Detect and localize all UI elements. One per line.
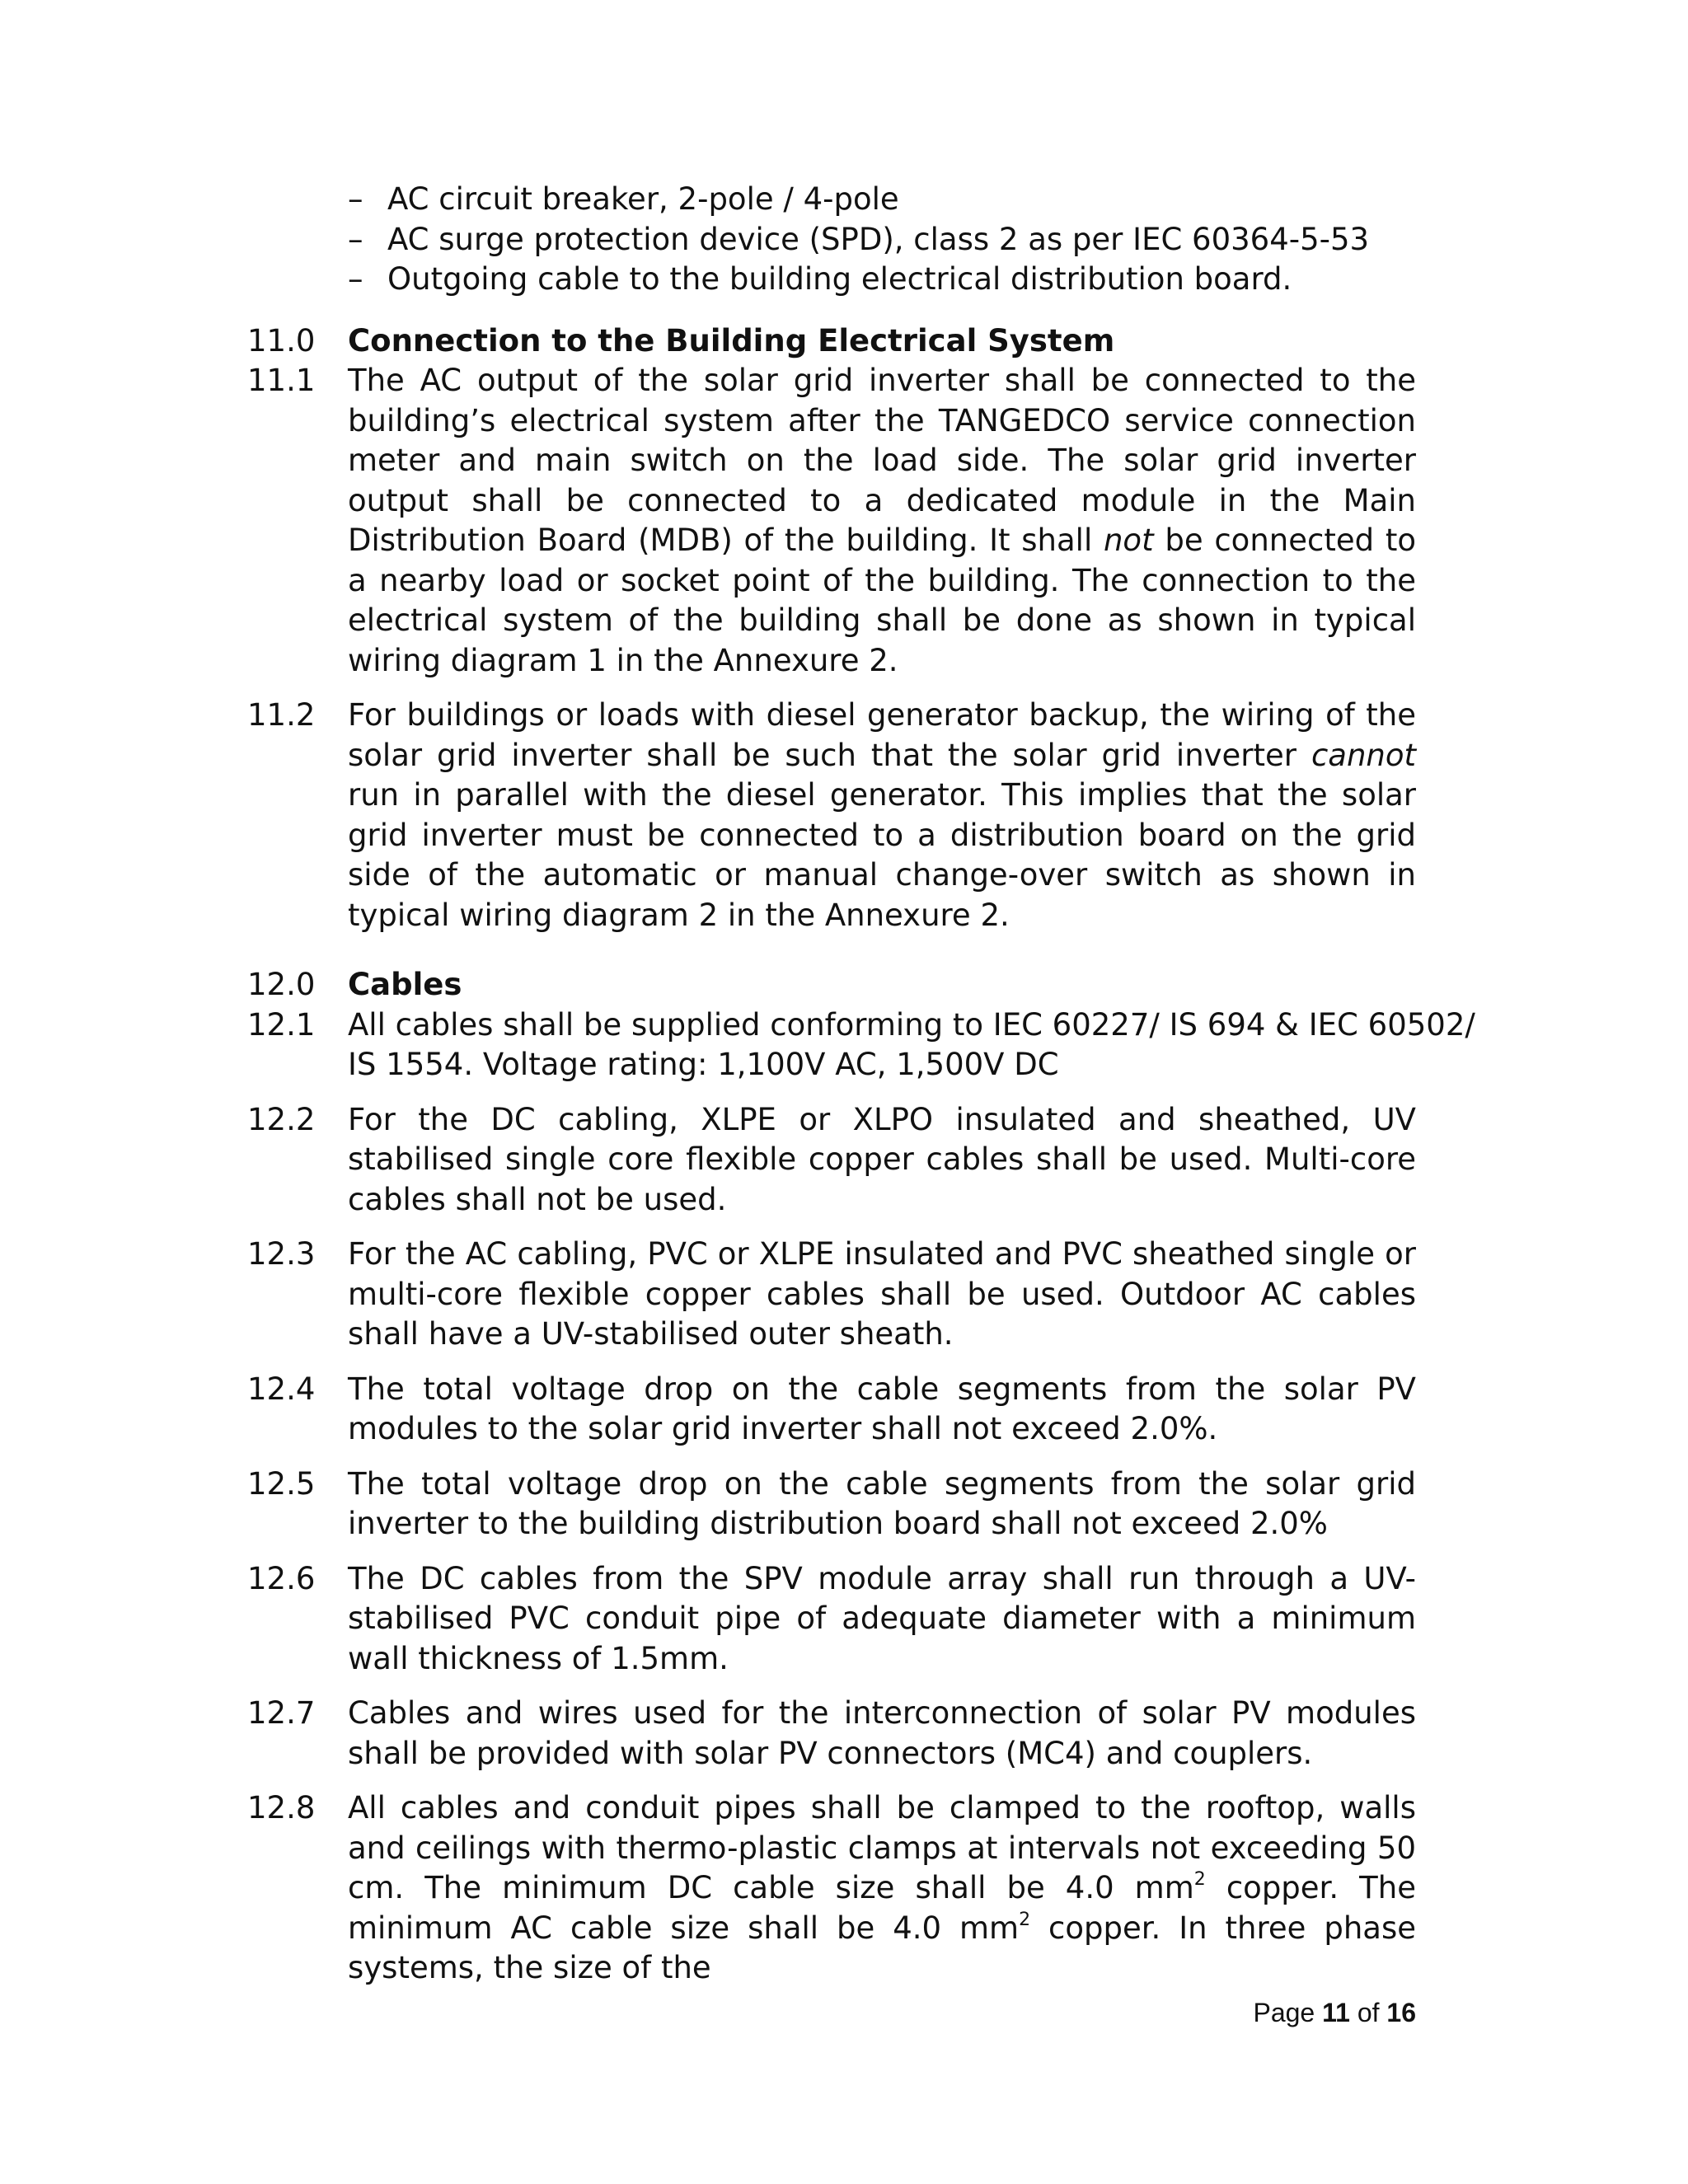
clause-12-3 bbox=[247, 1235, 1416, 1355]
section-number: 12.0 bbox=[247, 967, 316, 1002]
clause-number: 12.6 bbox=[247, 1560, 316, 1596]
clause-number: 11.2 bbox=[247, 697, 316, 733]
page-content bbox=[247, 180, 1475, 1989]
clause-number: 12.5 bbox=[247, 1465, 316, 1502]
clause-11-1 bbox=[247, 361, 1416, 681]
clause-text bbox=[348, 696, 1416, 935]
clause-text bbox=[348, 1005, 1475, 1085]
list-item bbox=[348, 260, 1416, 300]
section-title: Connection to the Building Electrical System bbox=[348, 322, 1115, 359]
clause-number: 12.2 bbox=[247, 1101, 316, 1137]
bullet-dash: – bbox=[348, 181, 363, 217]
clause-number: 12.7 bbox=[247, 1695, 316, 1731]
list-item bbox=[348, 220, 1416, 260]
clause-text-part: be connected to a nearby load or socket point of the building. The connection to the electrical system of the building shall be done as shown in typical wiring diagram 1 in the Annexure 2. bbox=[348, 523, 1416, 678]
clause-text-part: All cables and conduit pipes shall be clamped to the rooftop, walls and ceilings with thermo-plastic clamps at intervals not exceeding 50 cm. The minimum DC cable size shall be 4.0 mm bbox=[348, 1790, 1416, 1905]
clause-12-1 bbox=[247, 1005, 1475, 1085]
clause-text: For the AC cabling, PVC or XLPE insulated and PVC sheathed single or multi-core flexible copper cables shall be used. Outdoor AC cables shall have a UV-stabilised outer sheath. bbox=[348, 1236, 1416, 1352]
section-number: 11.0 bbox=[247, 322, 316, 359]
superscript: 2 bbox=[1193, 1869, 1206, 1890]
clause-12-7 bbox=[247, 1694, 1416, 1774]
clause-text: Cables and wires used for the interconnection of solar PV modules shall be provided with solar PV connectors (MC4) and couplers. bbox=[348, 1695, 1416, 1771]
page-number: 11 bbox=[1322, 1998, 1350, 2027]
bullet-dash: – bbox=[348, 221, 363, 257]
section-heading-11 bbox=[247, 321, 1416, 362]
clause-12-6 bbox=[247, 1559, 1416, 1680]
clause-line: All cables shall be supplied conforming to IEC 60227/ IS 694 & IEC 60502/ bbox=[348, 1006, 1475, 1043]
emphasis-text: not bbox=[1103, 523, 1154, 558]
clause-number: 12.4 bbox=[247, 1371, 316, 1407]
clause-text: The total voltage drop on the cable segments from the solar PV modules to the solar grid inverter shall not exceed 2.0%. bbox=[348, 1371, 1416, 1446]
list-item bbox=[348, 180, 1416, 220]
clause-11-2 bbox=[247, 696, 1416, 935]
clause-text-part: run in parallel with the diesel generator. This implies that the solar grid inverter must be connected to a distribution board on the grid side of the automatic or manual change-over switch as shown in typical wiring diagram 2 in the Annexure 2. bbox=[348, 777, 1416, 933]
page-label: Page bbox=[1253, 1998, 1315, 2027]
list-item-text: AC surge protection device (SPD), class 2 as per IEC 60364-5-53 bbox=[387, 221, 1370, 257]
clause-text-part: copper. In three phase systems, the size of the bbox=[348, 1910, 1416, 1985]
list-item-text: Outgoing cable to the building electrical distribution board. bbox=[387, 261, 1292, 297]
bullet-dash: – bbox=[348, 261, 363, 297]
total-pages: 16 bbox=[1386, 1998, 1416, 2027]
clause-text bbox=[348, 1788, 1416, 1989]
clause-text: The total voltage drop on the cable segments from the solar grid inverter to the building distribution board shall not exceed 2.0% bbox=[348, 1465, 1416, 1541]
emphasis-text: cannot bbox=[1311, 737, 1416, 773]
clause-12-2 bbox=[247, 1100, 1416, 1221]
of-label: of bbox=[1357, 1998, 1380, 2027]
clause-number: 11.1 bbox=[247, 363, 316, 398]
clause-12-4 bbox=[247, 1370, 1416, 1450]
clause-text-part: The AC output of the solar grid inverter shall be connected to the building’s electrical system after the TANGEDCO service connection meter and main switch on the load side. The solar grid inverter output shall be connected to a dedicated module in the Main Distribution Board (MDB) of the building. It shall bbox=[348, 363, 1416, 558]
clause-line: IS 1554. Voltage rating: 1,100V AC, 1,500V DC bbox=[348, 1047, 1059, 1082]
page-footer bbox=[1253, 1998, 1416, 2028]
clause-number: 12.8 bbox=[247, 1790, 316, 1825]
clause-text: The DC cables from the SPV module array shall run through a UV-stabilised PVC conduit pipe of adequate diameter with a minimum wall thickness of 1.5mm. bbox=[348, 1560, 1416, 1676]
bullet-list bbox=[348, 180, 1416, 300]
clause-text: For the DC cabling, XLPE or XLPO insulated and sheathed, UV stabilised single core flexible copper cables shall be used. Multi-core cables shall not be used. bbox=[348, 1101, 1416, 1217]
clause-12-5 bbox=[247, 1465, 1416, 1544]
clause-12-8 bbox=[247, 1788, 1416, 1989]
clause-number: 12.1 bbox=[247, 1006, 316, 1043]
superscript: 2 bbox=[1019, 1909, 1031, 1930]
clause-text-part: copper. The minimum AC cable size shall be 4.0 mm bbox=[348, 1870, 1416, 1946]
clause-text-part: For buildings or loads with diesel generator backup, the wiring of the solar grid inverter shall be such that the solar grid inverter bbox=[348, 697, 1416, 773]
clause-number: 12.3 bbox=[247, 1236, 316, 1272]
section-heading-12 bbox=[247, 965, 1416, 1005]
section-title: Cables bbox=[348, 967, 462, 1002]
list-item-text: AC circuit breaker, 2-pole / 4-pole bbox=[387, 181, 899, 217]
clause-text bbox=[348, 361, 1416, 681]
